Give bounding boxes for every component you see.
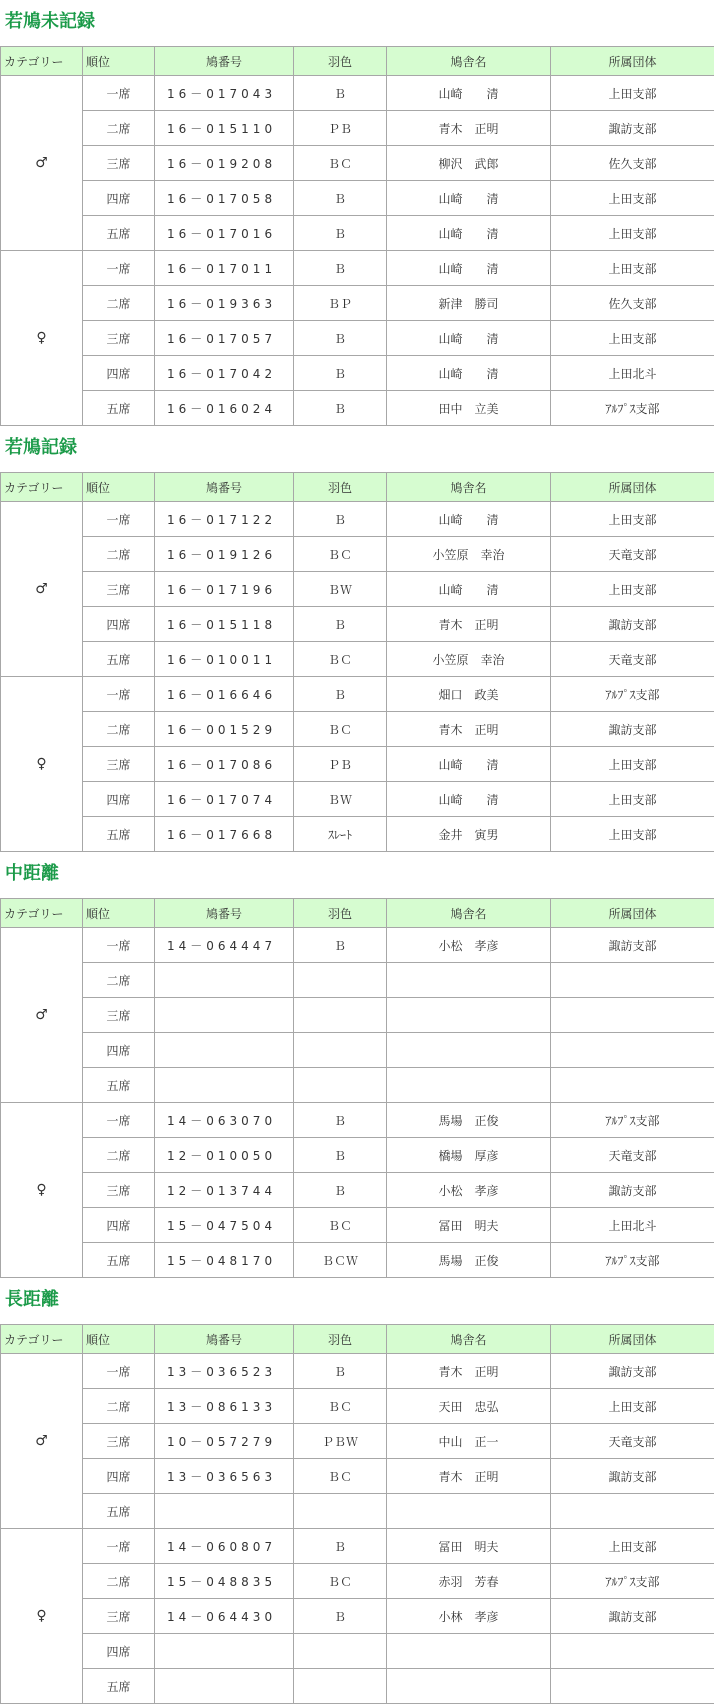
header-category: カテゴリー <box>1 473 83 502</box>
feather-color-cell: ＢＣ <box>294 1389 387 1424</box>
table-row <box>1 1354 714 1389</box>
loft-name-cell: 小松 孝彦 <box>387 928 551 963</box>
table-row <box>1 642 714 677</box>
club-cell <box>551 1068 714 1103</box>
club-cell: ｱﾙﾌﾟｽ支部 <box>551 677 714 712</box>
feather-color-cell: ＢＣ <box>294 642 387 677</box>
loft-name-cell <box>387 998 551 1033</box>
rank-cell: 五席 <box>83 817 155 852</box>
feather-color-cell: ＢＣ <box>294 1208 387 1243</box>
ring-number-cell: 13－036563 <box>155 1459 294 1494</box>
feather-color-cell: ＰＢＷ <box>294 1424 387 1459</box>
header-feather-color: 羽色 <box>294 473 387 502</box>
header-ring-number: 鳩番号 <box>155 1325 294 1354</box>
results-section <box>0 426 714 852</box>
table-row <box>1 1033 714 1068</box>
loft-name-cell: 山崎 清 <box>387 216 551 251</box>
ring-number-cell: 16－017016 <box>155 216 294 251</box>
header-rank: 順位 <box>83 899 155 928</box>
table-row <box>1 1669 714 1704</box>
ring-number-cell: 15－048835 <box>155 1564 294 1599</box>
ring-number-cell <box>155 998 294 1033</box>
loft-name-cell: 青木 正明 <box>387 111 551 146</box>
rank-cell: 四席 <box>83 1634 155 1669</box>
ring-number-cell: 14－060807 <box>155 1529 294 1564</box>
loft-name-cell: 天田 忠弘 <box>387 1389 551 1424</box>
feather-color-cell: ＢＣ <box>294 1459 387 1494</box>
results-table <box>0 46 714 426</box>
table-row <box>1 356 714 391</box>
club-cell: 上田支部 <box>551 1529 714 1564</box>
feather-color-cell: ＢＷ <box>294 782 387 817</box>
feather-color-cell: Ｂ <box>294 76 387 111</box>
ring-number-cell: 16－019126 <box>155 537 294 572</box>
loft-name-cell: 青木 正明 <box>387 607 551 642</box>
rank-cell: 一席 <box>83 1354 155 1389</box>
loft-name-cell: 山崎 清 <box>387 76 551 111</box>
club-cell: 諏訪支部 <box>551 111 714 146</box>
section-title: 若鳩記録 <box>0 426 714 472</box>
feather-color-cell: ＢＣ <box>294 712 387 747</box>
ring-number-cell: 16－017058 <box>155 181 294 216</box>
ring-number-cell <box>155 1634 294 1669</box>
ring-number-cell <box>155 1494 294 1529</box>
loft-name-cell: 小松 孝彦 <box>387 1173 551 1208</box>
loft-name-cell <box>387 1494 551 1529</box>
ring-number-cell: 16－015110 <box>155 111 294 146</box>
rank-cell: 一席 <box>83 1529 155 1564</box>
ring-number-cell: 13－086133 <box>155 1389 294 1424</box>
club-cell <box>551 998 714 1033</box>
loft-name-cell: 小笠原 幸治 <box>387 537 551 572</box>
header-rank: 順位 <box>83 47 155 76</box>
ring-number-cell <box>155 1033 294 1068</box>
table-row <box>1 1138 714 1173</box>
rank-cell: 四席 <box>83 607 155 642</box>
ring-number-cell: 14－064447 <box>155 928 294 963</box>
club-cell: ｱﾙﾌﾟｽ支部 <box>551 1103 714 1138</box>
table-row <box>1 76 714 111</box>
ring-number-cell: 16－017057 <box>155 321 294 356</box>
ring-number-cell: 16－017074 <box>155 782 294 817</box>
feather-color-cell: Ｂ <box>294 502 387 537</box>
feather-color-cell: ＢＰ <box>294 286 387 321</box>
ring-number-cell: 16－019208 <box>155 146 294 181</box>
rank-cell: 五席 <box>83 642 155 677</box>
club-cell <box>551 1494 714 1529</box>
table-row <box>1 998 714 1033</box>
loft-name-cell: 赤羽 芳春 <box>387 1564 551 1599</box>
club-cell: 上田支部 <box>551 321 714 356</box>
feather-color-cell <box>294 1033 387 1068</box>
ring-number-cell: 14－064430 <box>155 1599 294 1634</box>
table-row <box>1 216 714 251</box>
gender-cell: ♂ <box>1 76 83 251</box>
feather-color-cell: Ｂ <box>294 216 387 251</box>
header-ring-number: 鳩番号 <box>155 473 294 502</box>
feather-color-cell: ＢＣ <box>294 537 387 572</box>
header-feather-color: 羽色 <box>294 899 387 928</box>
feather-color-cell <box>294 1068 387 1103</box>
table-row <box>1 572 714 607</box>
rank-cell: 五席 <box>83 216 155 251</box>
feather-color-cell: ＰＢ <box>294 111 387 146</box>
club-cell: 上田支部 <box>551 747 714 782</box>
table-row <box>1 1564 714 1599</box>
gender-cell: ♀ <box>1 1529 83 1704</box>
ring-number-cell: 16－015118 <box>155 607 294 642</box>
club-cell: ｱﾙﾌﾟｽ支部 <box>551 1243 714 1278</box>
table-header-row <box>1 47 714 76</box>
table-row <box>1 1494 714 1529</box>
loft-name-cell: 山崎 清 <box>387 356 551 391</box>
rank-cell: 三席 <box>83 1173 155 1208</box>
club-cell: 諏訪支部 <box>551 928 714 963</box>
ring-number-cell: 10－057279 <box>155 1424 294 1459</box>
ring-number-cell: 13－036523 <box>155 1354 294 1389</box>
rank-cell: 一席 <box>83 502 155 537</box>
header-loft-name: 鳩舎名 <box>387 47 551 76</box>
rank-cell: 三席 <box>83 146 155 181</box>
club-cell: 諏訪支部 <box>551 1599 714 1634</box>
feather-color-cell: Ｂ <box>294 607 387 642</box>
table-row <box>1 712 714 747</box>
feather-color-cell: Ｂ <box>294 677 387 712</box>
header-category: カテゴリー <box>1 47 83 76</box>
rank-cell: 二席 <box>83 111 155 146</box>
feather-color-cell: ＰＢ <box>294 747 387 782</box>
feather-color-cell: Ｂ <box>294 391 387 426</box>
club-cell: 天竜支部 <box>551 1138 714 1173</box>
loft-name-cell <box>387 1068 551 1103</box>
rank-cell: 三席 <box>83 747 155 782</box>
ring-number-cell: 12－013744 <box>155 1173 294 1208</box>
loft-name-cell: 冨田 明夫 <box>387 1529 551 1564</box>
feather-color-cell: Ｂ <box>294 928 387 963</box>
ring-number-cell: 16－001529 <box>155 712 294 747</box>
ring-number-cell: 15－048170 <box>155 1243 294 1278</box>
gender-cell: ♀ <box>1 677 83 852</box>
table-row <box>1 1208 714 1243</box>
table-row <box>1 963 714 998</box>
header-club: 所属団体 <box>551 899 714 928</box>
header-category: カテゴリー <box>1 1325 83 1354</box>
club-cell: 諏訪支部 <box>551 1354 714 1389</box>
club-cell: 佐久支部 <box>551 286 714 321</box>
club-cell: 諏訪支部 <box>551 712 714 747</box>
feather-color-cell <box>294 1634 387 1669</box>
ring-number-cell: 14－063070 <box>155 1103 294 1138</box>
feather-color-cell <box>294 998 387 1033</box>
loft-name-cell: 金井 寅男 <box>387 817 551 852</box>
feather-color-cell: Ｂ <box>294 1173 387 1208</box>
table-row <box>1 181 714 216</box>
loft-name-cell: 青木 正明 <box>387 1459 551 1494</box>
loft-name-cell: 中山 正一 <box>387 1424 551 1459</box>
ring-number-cell: 16－017668 <box>155 817 294 852</box>
loft-name-cell: 小笠原 幸治 <box>387 642 551 677</box>
loft-name-cell: 山崎 清 <box>387 572 551 607</box>
club-cell <box>551 963 714 998</box>
results-table <box>0 1324 714 1704</box>
results-table <box>0 472 714 852</box>
feather-color-cell <box>294 963 387 998</box>
ring-number-cell <box>155 1669 294 1704</box>
loft-name-cell: 冨田 明夫 <box>387 1208 551 1243</box>
club-cell: 上田支部 <box>551 251 714 286</box>
feather-color-cell <box>294 1494 387 1529</box>
loft-name-cell <box>387 1669 551 1704</box>
header-loft-name: 鳩舎名 <box>387 473 551 502</box>
club-cell: 上田支部 <box>551 817 714 852</box>
feather-color-cell: Ｂ <box>294 1599 387 1634</box>
ring-number-cell <box>155 1068 294 1103</box>
club-cell: 天竜支部 <box>551 1424 714 1459</box>
header-ring-number: 鳩番号 <box>155 47 294 76</box>
loft-name-cell: 青木 正明 <box>387 1354 551 1389</box>
rank-cell: 二席 <box>83 537 155 572</box>
loft-name-cell <box>387 1634 551 1669</box>
ring-number-cell: 16－010011 <box>155 642 294 677</box>
gender-cell: ♀ <box>1 251 83 426</box>
loft-name-cell <box>387 963 551 998</box>
rank-cell: 三席 <box>83 572 155 607</box>
table-row <box>1 111 714 146</box>
club-cell: 上田支部 <box>551 181 714 216</box>
table-row <box>1 1068 714 1103</box>
table-row <box>1 502 714 537</box>
rank-cell: 二席 <box>83 1564 155 1599</box>
feather-color-cell: Ｂ <box>294 356 387 391</box>
table-row <box>1 1424 714 1459</box>
header-feather-color: 羽色 <box>294 47 387 76</box>
results-table <box>0 898 714 1278</box>
rank-cell: 二席 <box>83 963 155 998</box>
feather-color-cell: ＢＷ <box>294 572 387 607</box>
feather-color-cell: ＢＣ <box>294 1564 387 1599</box>
rank-cell: 二席 <box>83 286 155 321</box>
feather-color-cell: Ｂ <box>294 1103 387 1138</box>
ring-number-cell: 16－017196 <box>155 572 294 607</box>
table-row <box>1 817 714 852</box>
loft-name-cell: 新津 勝司 <box>387 286 551 321</box>
club-cell: 天竜支部 <box>551 537 714 572</box>
rank-cell: 四席 <box>83 181 155 216</box>
rank-cell: 三席 <box>83 1424 155 1459</box>
ring-number-cell: 12－010050 <box>155 1138 294 1173</box>
table-row <box>1 286 714 321</box>
loft-name-cell <box>387 1033 551 1068</box>
feather-color-cell: Ｂ <box>294 1354 387 1389</box>
rank-cell: 三席 <box>83 1599 155 1634</box>
club-cell <box>551 1634 714 1669</box>
loft-name-cell: 畑口 政美 <box>387 677 551 712</box>
section-title: 若鳩未記録 <box>0 0 714 46</box>
loft-name-cell: 山崎 清 <box>387 181 551 216</box>
header-club: 所属団体 <box>551 473 714 502</box>
rank-cell: 一席 <box>83 928 155 963</box>
ring-number-cell: 16－016646 <box>155 677 294 712</box>
rank-cell: 四席 <box>83 356 155 391</box>
rank-cell: 五席 <box>83 1068 155 1103</box>
ring-number-cell <box>155 963 294 998</box>
section-title: 中距離 <box>0 852 714 898</box>
table-row <box>1 1103 714 1138</box>
club-cell: ｱﾙﾌﾟｽ支部 <box>551 1564 714 1599</box>
club-cell: 上田支部 <box>551 76 714 111</box>
table-header-row <box>1 1325 714 1354</box>
ring-number-cell: 15－047504 <box>155 1208 294 1243</box>
header-rank: 順位 <box>83 473 155 502</box>
club-cell: 諏訪支部 <box>551 607 714 642</box>
loft-name-cell: 柳沢 武郎 <box>387 146 551 181</box>
rank-cell: 五席 <box>83 1669 155 1704</box>
rank-cell: 一席 <box>83 76 155 111</box>
rank-cell: 三席 <box>83 321 155 356</box>
section-title: 長距離 <box>0 1278 714 1324</box>
gender-cell: ♀ <box>1 1103 83 1278</box>
feather-color-cell: ｽﾚｰﾄ <box>294 817 387 852</box>
feather-color-cell: Ｂ <box>294 251 387 286</box>
table-row <box>1 928 714 963</box>
table-row <box>1 1459 714 1494</box>
club-cell: 上田支部 <box>551 502 714 537</box>
rank-cell: 一席 <box>83 1103 155 1138</box>
header-loft-name: 鳩舎名 <box>387 1325 551 1354</box>
loft-name-cell: 山崎 清 <box>387 747 551 782</box>
club-cell: 諏訪支部 <box>551 1459 714 1494</box>
club-cell: 佐久支部 <box>551 146 714 181</box>
rank-cell: 四席 <box>83 782 155 817</box>
ring-number-cell: 16－017043 <box>155 76 294 111</box>
results-section <box>0 852 714 1278</box>
loft-name-cell: 山崎 清 <box>387 321 551 356</box>
rank-cell: 一席 <box>83 677 155 712</box>
table-row <box>1 1243 714 1278</box>
loft-name-cell: 青木 正明 <box>387 712 551 747</box>
loft-name-cell: 田中 立美 <box>387 391 551 426</box>
table-row <box>1 677 714 712</box>
table-row <box>1 537 714 572</box>
header-rank: 順位 <box>83 1325 155 1354</box>
club-cell: 諏訪支部 <box>551 1173 714 1208</box>
rank-cell: 五席 <box>83 1243 155 1278</box>
loft-name-cell: 小林 孝彦 <box>387 1599 551 1634</box>
club-cell: 天竜支部 <box>551 642 714 677</box>
rank-cell: 二席 <box>83 712 155 747</box>
table-row <box>1 321 714 356</box>
table-row <box>1 146 714 181</box>
loft-name-cell: 馬場 正俊 <box>387 1103 551 1138</box>
club-cell: 上田支部 <box>551 216 714 251</box>
table-header-row <box>1 899 714 928</box>
ring-number-cell: 16－016024 <box>155 391 294 426</box>
table-row <box>1 747 714 782</box>
header-loft-name: 鳩舎名 <box>387 899 551 928</box>
feather-color-cell: ＢＣＷ <box>294 1243 387 1278</box>
club-cell: 上田支部 <box>551 782 714 817</box>
rank-cell: 四席 <box>83 1208 155 1243</box>
ring-number-cell: 16－019363 <box>155 286 294 321</box>
rank-cell: 三席 <box>83 998 155 1033</box>
loft-name-cell: 山崎 清 <box>387 251 551 286</box>
rank-cell: 四席 <box>83 1033 155 1068</box>
header-club: 所属団体 <box>551 1325 714 1354</box>
rank-cell: 四席 <box>83 1459 155 1494</box>
table-row <box>1 1634 714 1669</box>
table-row <box>1 1173 714 1208</box>
club-cell: 上田支部 <box>551 572 714 607</box>
table-row <box>1 1389 714 1424</box>
table-row <box>1 607 714 642</box>
header-feather-color: 羽色 <box>294 1325 387 1354</box>
loft-name-cell: 馬場 正俊 <box>387 1243 551 1278</box>
feather-color-cell: Ｂ <box>294 181 387 216</box>
club-cell: 上田北斗 <box>551 1208 714 1243</box>
rank-cell: 二席 <box>83 1138 155 1173</box>
gender-cell: ♂ <box>1 928 83 1103</box>
feather-color-cell <box>294 1669 387 1704</box>
table-row <box>1 251 714 286</box>
feather-color-cell: ＢＣ <box>294 146 387 181</box>
feather-color-cell: Ｂ <box>294 1529 387 1564</box>
rank-cell: 五席 <box>83 391 155 426</box>
ring-number-cell: 16－017011 <box>155 251 294 286</box>
club-cell: 上田支部 <box>551 1389 714 1424</box>
header-ring-number: 鳩番号 <box>155 899 294 928</box>
rank-cell: 一席 <box>83 251 155 286</box>
ring-number-cell: 16－017122 <box>155 502 294 537</box>
club-cell: ｱﾙﾌﾟｽ支部 <box>551 391 714 426</box>
table-row <box>1 1599 714 1634</box>
table-row <box>1 782 714 817</box>
gender-cell: ♂ <box>1 502 83 677</box>
header-club: 所属団体 <box>551 47 714 76</box>
feather-color-cell: Ｂ <box>294 321 387 356</box>
rank-cell: 二席 <box>83 1389 155 1424</box>
club-cell <box>551 1669 714 1704</box>
table-row <box>1 391 714 426</box>
gender-cell: ♂ <box>1 1354 83 1529</box>
feather-color-cell: Ｂ <box>294 1138 387 1173</box>
ring-number-cell: 16－017086 <box>155 747 294 782</box>
club-cell: 上田北斗 <box>551 356 714 391</box>
loft-name-cell: 山崎 清 <box>387 502 551 537</box>
rank-cell: 五席 <box>83 1494 155 1529</box>
ring-number-cell: 16－017042 <box>155 356 294 391</box>
loft-name-cell: 橋場 厚彦 <box>387 1138 551 1173</box>
table-header-row <box>1 473 714 502</box>
loft-name-cell: 山崎 清 <box>387 782 551 817</box>
results-section <box>0 0 714 426</box>
header-category: カテゴリー <box>1 899 83 928</box>
club-cell <box>551 1033 714 1068</box>
results-section <box>0 1278 714 1704</box>
table-row <box>1 1529 714 1564</box>
